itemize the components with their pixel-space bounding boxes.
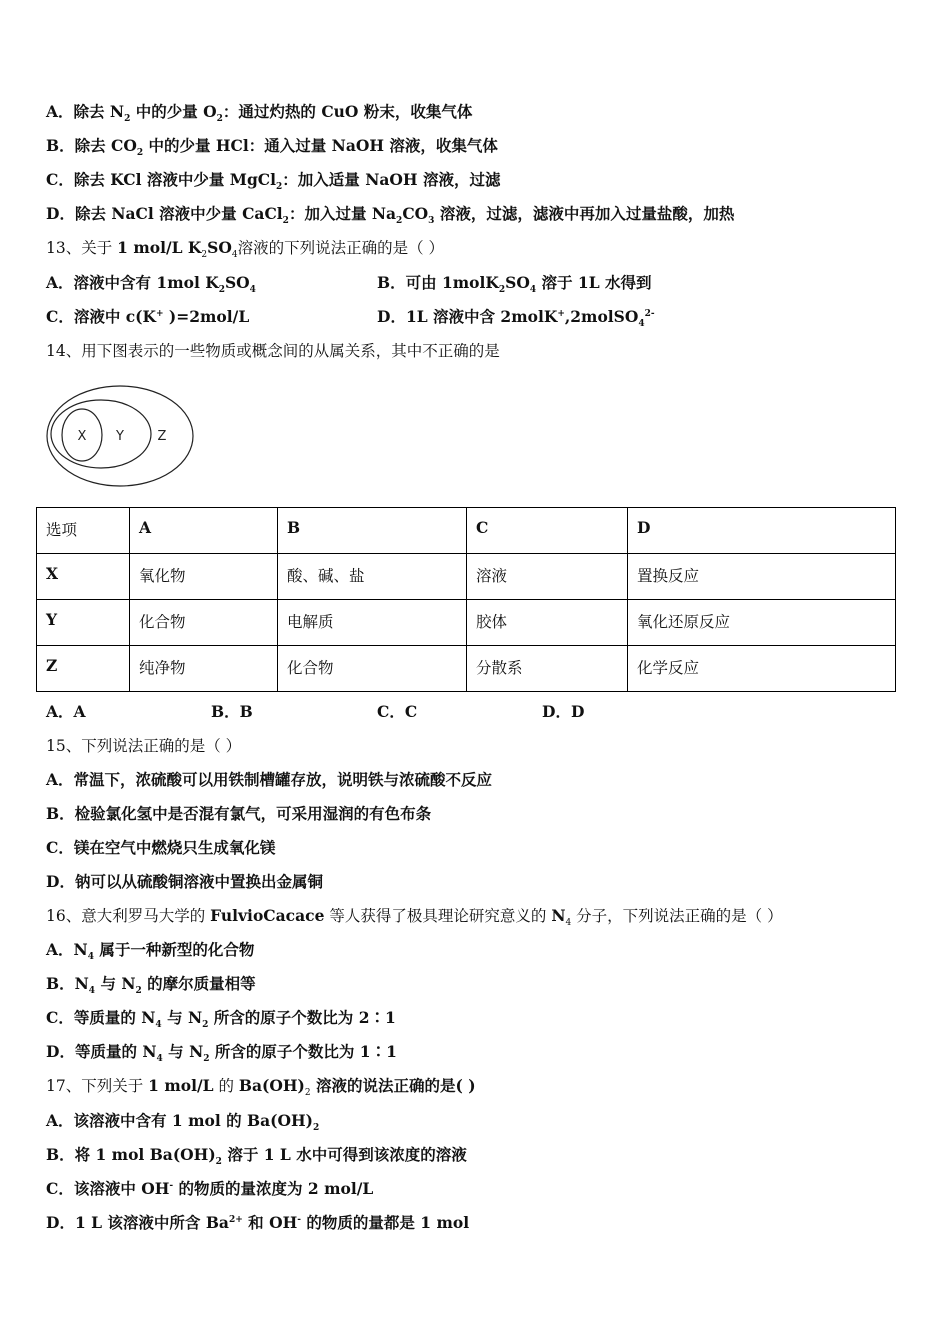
table-row <box>37 508 896 554</box>
venn-label-z: Z <box>157 429 167 444</box>
q14-answer-a: A．A <box>46 702 86 721</box>
q12-option-a: A．除去 $N_2$ 中的少量 $O_2$：通过灼热的 CuO 粉末，收集气体 <box>46 102 473 125</box>
q17-option-b: B．将 1 mol $Ba(OH)_2$ 溶于 1 L 水中可得到该浓度的溶液 <box>46 1145 467 1168</box>
q17-option-d: D．1 L 该溶液中所含 $Ba^{2+}$ 和 OH- 的物质的量都是 1 mol <box>46 1213 470 1232</box>
table-cell: 纯净物 <box>130 646 278 692</box>
q16-stem: 16、意大利罗马大学的 FulvioCacace 等人获得了极具理论研究意义的 $N_4$ 分子，下列说法正确的是（ ） <box>46 906 783 929</box>
table-row <box>37 646 896 692</box>
table-cell: A <box>130 508 278 554</box>
q13-options-row2 <box>46 307 906 330</box>
table-cell: 溶液 <box>467 554 628 600</box>
table-cell: 化合物 <box>130 600 278 646</box>
q17-stem: 17、下列关于 1 mol/L 的 $Ba(OH)_2$ 溶液的说法正确的是( ) <box>46 1076 476 1099</box>
table-cell: 化合物 <box>278 646 467 692</box>
table-cell: B <box>278 508 467 554</box>
venn-label-y: Y <box>116 429 124 444</box>
table-cell: 化学反应 <box>628 646 896 692</box>
q14-stem: 14、用下图表示的一些物质或概念间的从属关系，其中不正确的是 <box>46 342 500 360</box>
q15-option-b: B．检验氯化氢中是否混有氯气，可采用湿润的有色布条 <box>46 804 432 823</box>
q14-answer-b: B．B <box>211 702 253 721</box>
q16-option-d: D．等质量的 $N_4$ 与 $N_2$ 所含的原子个数比为 1∶1 <box>46 1042 397 1065</box>
table-cell: 分散系 <box>467 646 628 692</box>
table-row <box>37 600 896 646</box>
venn-diagram <box>40 380 200 492</box>
q14-options-table <box>36 507 896 692</box>
table-cell: 置换反应 <box>628 554 896 600</box>
venn-label-x: X <box>77 429 87 444</box>
q12-option-d: D．除去 NaCl 溶液中少量 CaCl$_2$：加入过量 $Na_2CO_3$ 溶液，过滤，滤液中再加入过量盐酸，加热 <box>46 204 735 227</box>
q13-option-c: C．溶液中 c(K+ )=2mol/L <box>46 307 250 326</box>
q12-option-c: C．除去 KCl 溶液中少量 MgCl$_2$：加入适量 NaOH 溶液，过滤 <box>46 170 501 193</box>
q17-option-a: A．该溶液中含有 1 mol 的 $Ba(OH)_2$ <box>46 1111 320 1134</box>
q13-stem: 13、关于 1 mol/L $K_2SO_4$溶液的下列说法正确的是（ ） <box>46 238 445 261</box>
q13-options-row1 <box>46 273 906 296</box>
table-cell: X <box>37 554 130 600</box>
q12-option-b: B．除去 $CO_2$ 中的少量 HCl：通入过量 NaOH 溶液，收集气体 <box>46 136 498 159</box>
table-cell: 电解质 <box>278 600 467 646</box>
q16-option-c: C．等质量的 $N_4$ 与 $N_2$ 所含的原子个数比为 2∶1 <box>46 1008 396 1031</box>
q15-option-a: A．常温下，浓硫酸可以用铁制槽罐存放，说明铁与浓硫酸不反应 <box>46 770 493 789</box>
q16-option-a: A．$N_4$ 属于一种新型的化合物 <box>46 940 255 963</box>
q16-option-b: B．$N_4$ 与 $N_2$ 的摩尔质量相等 <box>46 974 256 997</box>
table-cell: 选项 <box>37 508 130 554</box>
q13-option-b: B．可由 $1molK_2SO_4$ 溶于 1L 水得到 <box>377 273 652 296</box>
table-row <box>37 554 896 600</box>
q15-option-d: D．钠可以从硫酸铜溶液中置换出金属铜 <box>46 872 323 891</box>
q15-option-c: C．镁在空气中燃烧只生成氧化镁 <box>46 838 276 857</box>
table-cell: C <box>467 508 628 554</box>
q14-answer-d: D．D <box>542 702 585 721</box>
venn-circle-y <box>51 400 151 468</box>
q13-option-d: D．1L 溶液中含 2molK+,2molSO$_4^{2-}$ <box>377 307 655 330</box>
q15-stem: 15、下列说法正确的是（ ） <box>46 737 242 755</box>
table-cell: Z <box>37 646 130 692</box>
table-cell: 胶体 <box>467 600 628 646</box>
table-cell: Y <box>37 600 130 646</box>
q14-answer-c: C．C <box>377 702 418 721</box>
table-cell: D <box>628 508 896 554</box>
q17-option-c: C．该溶液中 OH- 的物质的量浓度为 2 mol/L <box>46 1179 374 1198</box>
table-cell: 氧化还原反应 <box>628 600 896 646</box>
q13-option-a: A．溶液中含有 1mol $K_2SO_4$ <box>46 273 256 296</box>
table-cell: 酸、碱、盐 <box>278 554 467 600</box>
table-cell: 氧化物 <box>130 554 278 600</box>
